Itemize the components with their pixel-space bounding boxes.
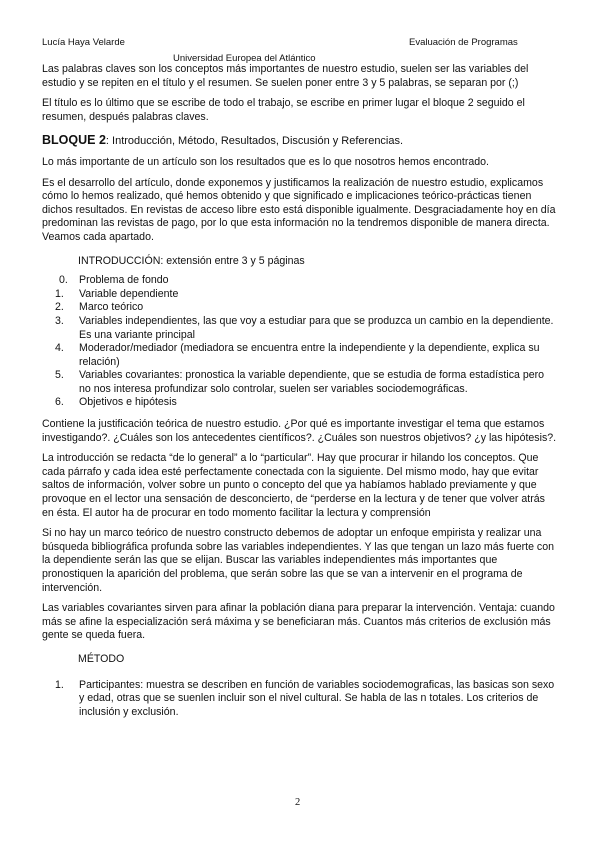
list-item (42, 369, 557, 396)
metodo-list (42, 679, 557, 720)
paragraph-general-particular: La introducción se redacta “de lo general” a lo “particular”. Hay que procurar ir hilando los conceptos. Que cada párrafo y cada idea esté perfectamente conectada con la siguiente. Del mismo modo, hay que evitar saltos de información, volver sobre un punto o concepto del que ya habíamos hablado previamente y que provoque en el lector una sensación de desconcierto, de “perderse en la lectura y de tener que volver atrás en ésta. El autor ha de procurar en todo momento facilitar la lectura y comprensión (42, 452, 545, 519)
metodo-heading: MÉTODO (78, 652, 125, 665)
paragraph-justification: Contiene la justificación teórica de nuestro estudio. ¿Por qué es importante investigar el tema que estamos investigando?. ¿Cuáles son los antecedentes científicos?. ¿Cuáles son nuestros objetivos? ¿y las hipótesis?. (42, 418, 557, 444)
list-text: Participantes: muestra se describen en función de variables sociodemograficas, las basicas son sexo y edad, otras que se suenlen incluir son el nivel cultural. Se habla de las n totales. Los criterios de inclusión y exclusión. (79, 678, 555, 718)
paragraph-results: Lo más importante de un artículo son los resultados que es lo que nosotros hemos encontrado. (42, 155, 489, 168)
list-item (42, 315, 557, 342)
page-number: 2 (295, 797, 301, 808)
list-number: 4. (55, 342, 64, 355)
bloque-sections: : Introducción, Método, Resultados, Discusión y Referencias. (105, 135, 404, 148)
list-text: Moderador/mediador (mediadora se encuentra entre la independiente y la dependiente, explica su relación) (79, 342, 540, 368)
list-item (42, 679, 557, 720)
list-text: Variables covariantes: pronostica la variable dependiente, que se estudia de forma estadística pero no nos interesa profundizar solo controlar, suelen ser variables sociodemográficas. (79, 369, 545, 395)
list-number: 2. (55, 301, 64, 314)
list-item (42, 288, 557, 302)
list-item (42, 342, 557, 369)
list-number: 3. (55, 314, 64, 327)
list-item (42, 274, 557, 288)
list-number: 1. (55, 287, 64, 300)
list-text: Variable dependiente (79, 287, 179, 300)
page-content (42, 63, 557, 727)
list-item (42, 301, 557, 315)
list-number: 1. (55, 678, 64, 691)
bloque-heading (42, 134, 557, 149)
paragraph-development: Es el desarrollo del artículo, donde exponemos y justificamos la realización de nuestro estudio, explicamos cómo lo hemos realizado, qué hemos obtenido y que significado e implicaciones teórico-prácticas tienen dichos resultados. En revistas de acceso libre esto está disponible igualmente. Desgraciadamente hoy en día predominan las revistas de pago, por lo que esta información no la tendremos disponible de manera directa. Veamos cada apartado. (42, 176, 556, 243)
list-item (42, 396, 557, 410)
header-author: Lucía Haya Velarde (42, 37, 125, 48)
list-text: Marco teórico (79, 301, 144, 314)
header-university: Universidad Europea del Atlántico (173, 53, 316, 64)
bloque-label: BLOQUE 2 (42, 133, 106, 148)
header-course: Evaluación de Programas (409, 37, 518, 48)
list-text: Variables independientes, las que voy a estudiar para que se produzca un cambio en la dependiente. Es una variante principal (79, 314, 554, 341)
intro-list (42, 274, 557, 410)
paragraph-theoretical-frame: Si no hay un marco teórico de nuestro constructo debemos de adoptar un enfoque empirista y realizar una búsqueda bibliográfica profunda sobre las variables independientes. Y las que tengan un lazo más fuerte con la dependiente serán las que se elijan. Buscar las variables independientes más importantes que pronostiquen la aparición del problema, que serán sobre las que se van a intervenir en el programa de intervención. (42, 527, 554, 594)
paragraph-title-order: El título es lo último que se escribe de todo el trabajo, se escribe en primer lugar el bloque 2 seguido el resumen, después palabras claves. (42, 97, 525, 123)
paragraph-covariates: Las variables covariantes sirven para afinar la población diana para preparar la intervención. Ventaja: cuando más se afine la especialización será máxima y se beneficiaran más. Cuantos más criterios de exclusión más gente se queda fuera. (42, 602, 555, 642)
list-text: Objetivos e hipótesis (79, 396, 177, 409)
list-number: 6. (55, 396, 64, 409)
list-text: Problema de fondo (79, 274, 169, 287)
list-number: 5. (55, 369, 64, 382)
intro-heading: INTRODUCCIÓN: extensión entre 3 y 5 páginas (78, 254, 305, 267)
list-number: 0. (59, 274, 68, 287)
paragraph-keywords: Las palabras claves son los conceptos más importantes de nuestro estudio, suelen ser las variables del estudio y se repiten en el título y el resumen. Se suelen poner entre 3 y 5 palabras, se separan por (;) (42, 63, 529, 89)
